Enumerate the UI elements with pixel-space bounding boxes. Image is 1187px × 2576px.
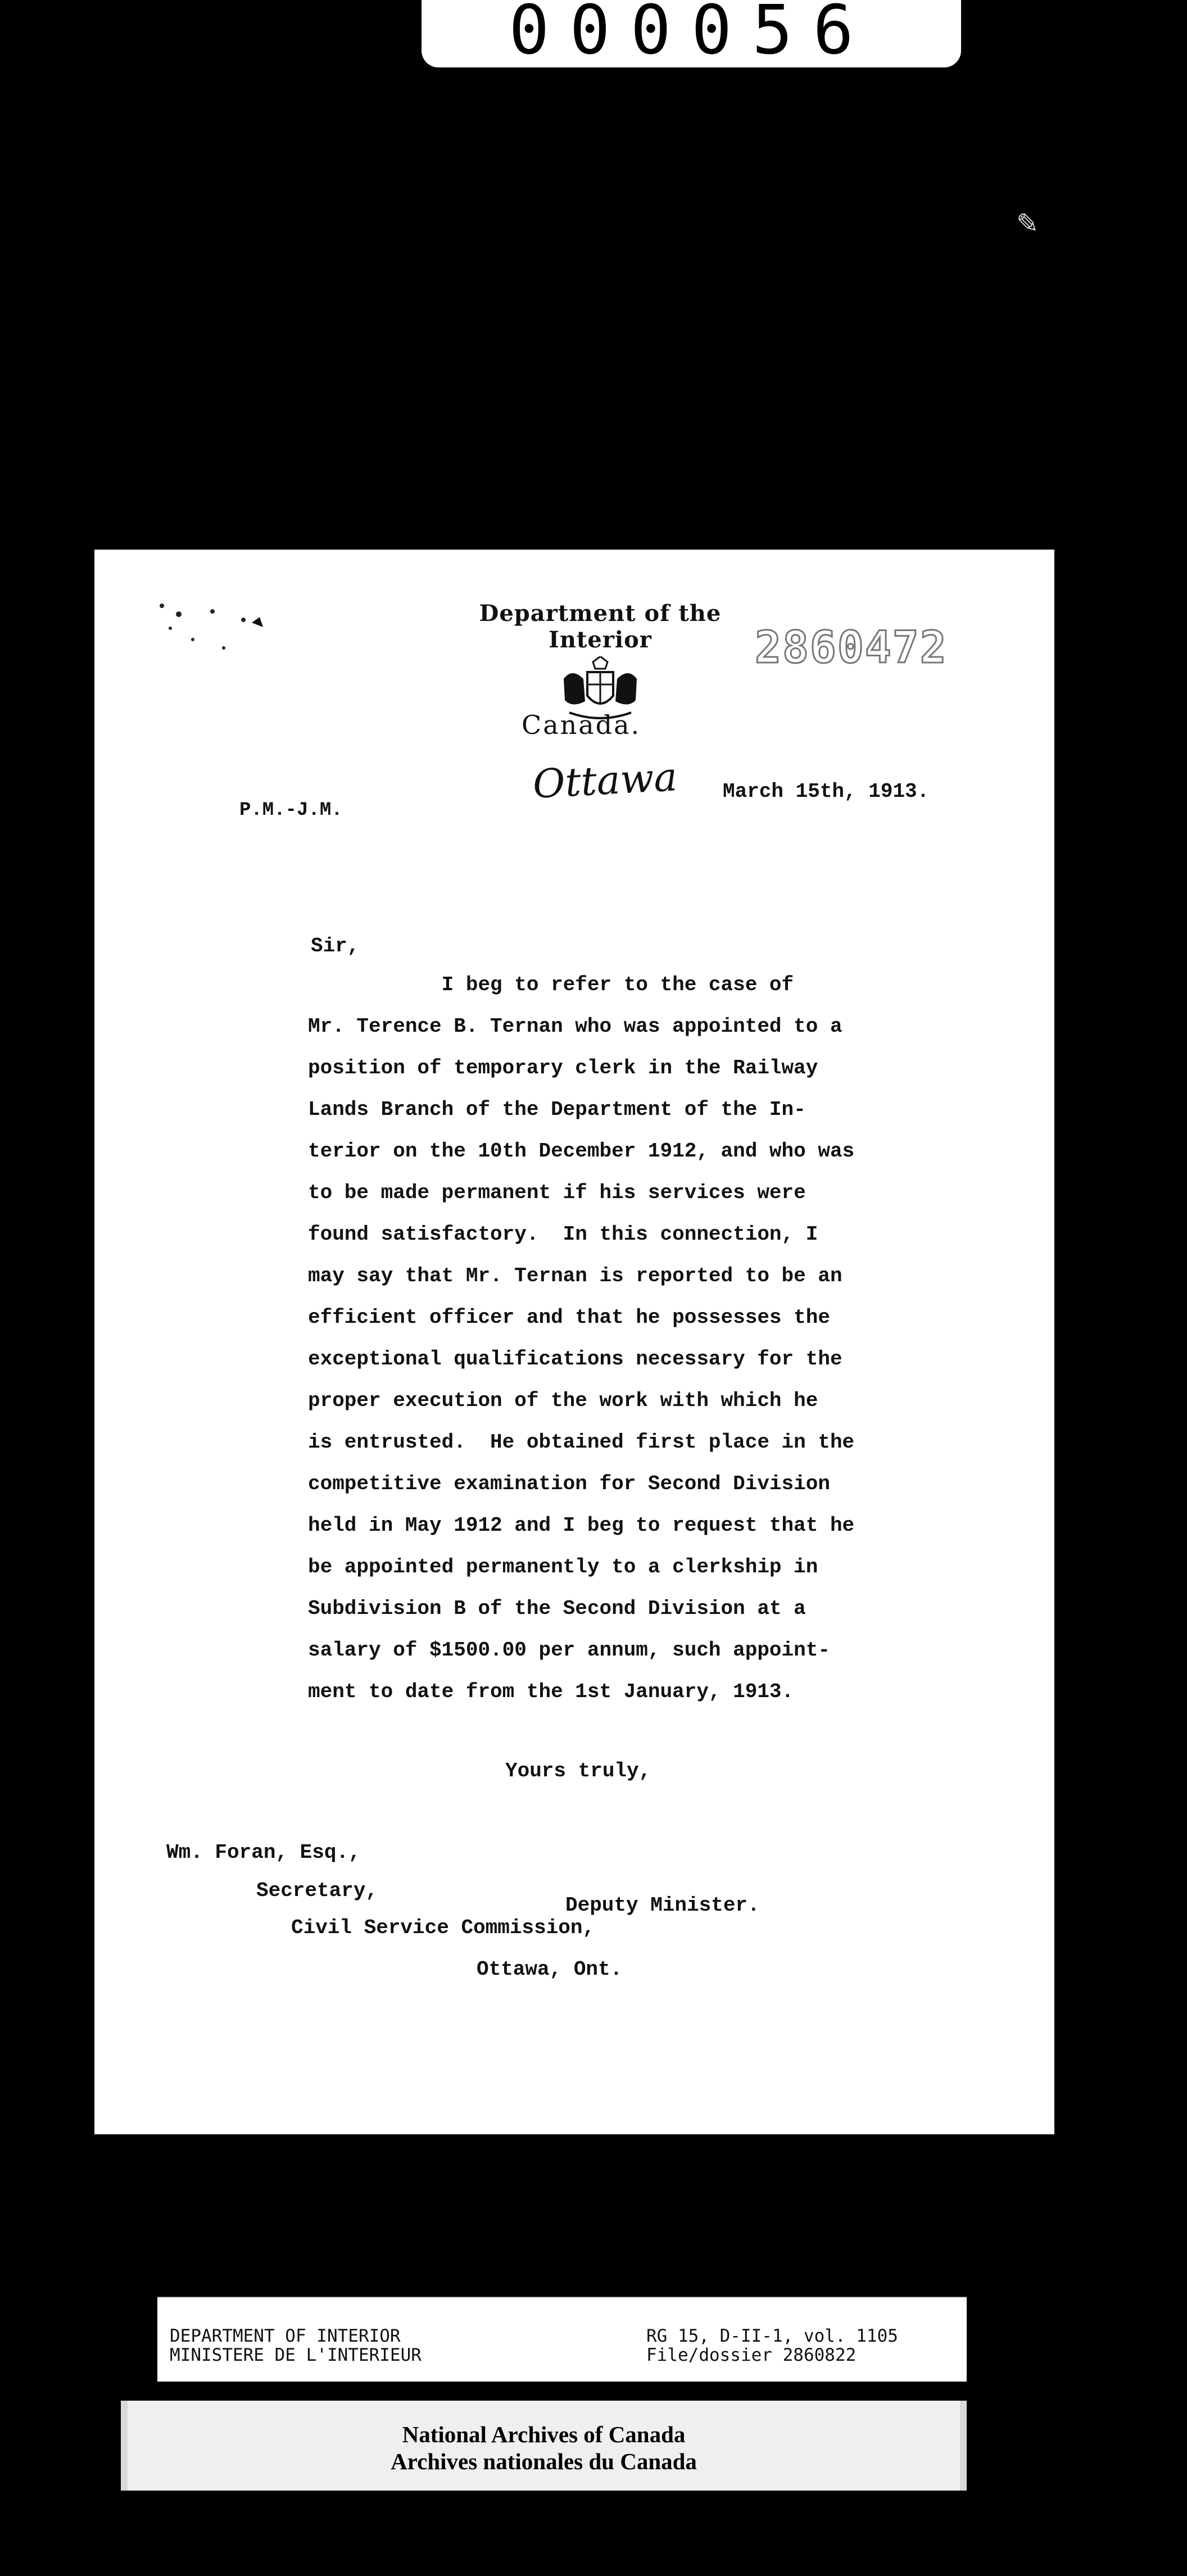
addressee-city: Ottawa, Ont. (477, 1958, 623, 1981)
punch-hole-marks-icon (139, 595, 319, 662)
department-name: Department of the Interior (479, 600, 722, 653)
body-line: is entrusted. He obtained first place in the (308, 1431, 855, 1454)
department-en: DEPARTMENT OF INTERIOR (170, 2326, 401, 2346)
closing: Yours truly, (505, 1759, 651, 1783)
body-line: Mr. Terence B. Ternan who was appointed to a (308, 1015, 842, 1038)
addressee-organization: Civil Service Commission, (291, 1916, 595, 1939)
body-line: may say that Mr. Ternan is reported to be an (308, 1264, 842, 1287)
file-number-stamp: 2860472 (755, 623, 948, 673)
archives-name-en: National Archives of Canada (402, 2421, 686, 2447)
archives-label-strip (121, 2401, 967, 2491)
addressee-name: Wm. Foran, Esq., (166, 1841, 361, 1864)
body-line: found satisfactory. In this connection, I (308, 1223, 818, 1246)
body-line: salary of $1500.00 per annum, such appoint- (308, 1639, 830, 1662)
record-reference (646, 2326, 898, 2365)
body-line: held in May 1912 and I beg to request that he (308, 1514, 855, 1537)
salutation: Sir, (311, 935, 360, 958)
archives-name-fr: Archives nationales du Canada (391, 2448, 697, 2474)
body-line: I beg to refer to the case of (308, 973, 794, 996)
letter-page (94, 550, 1054, 2134)
archives-label (128, 2421, 960, 2475)
body-line: terior on the 10th December 1912, and who was (308, 1140, 855, 1163)
country-name: Canada. (522, 710, 641, 740)
department-label (170, 2326, 422, 2365)
body-line: proper execution of the work with which he (308, 1389, 818, 1412)
body-line: efficient officer and that he possesses the (308, 1306, 830, 1329)
body-line: ment to date from the 1st January, 1913. (308, 1680, 794, 1703)
letter-body (308, 964, 937, 1713)
letter-date: March 15th, 1913. (723, 780, 930, 803)
signatory-title: Deputy Minister. (565, 1894, 760, 1917)
department-fr: MINISTERE DE L'INTERIEUR (170, 2345, 422, 2365)
body-line: position of temporary clerk in the Railway (308, 1056, 818, 1080)
body-line: exceptional qualifications necessary for the (308, 1348, 842, 1371)
addressee-title: Secretary, (256, 1879, 378, 1902)
file-number: File/dossier 2860822 (646, 2345, 857, 2365)
body-line: Lands Branch of the Department of the In- (308, 1098, 806, 1121)
body-line: to be made permanent if his services were (308, 1181, 806, 1204)
archive-reference-strip (157, 2296, 967, 2382)
microfilm-frame-number: 000056 (422, 0, 961, 67)
body-line: be appointed permanently to a clerkship in (308, 1555, 818, 1579)
record-group: RG 15, D-II-1, vol. 1105 (646, 2326, 898, 2346)
body-line: competitive examination for Second Division (308, 1472, 830, 1495)
ottawa-signature: Ottawa (532, 754, 679, 808)
body-line: Subdivision B of the Second Division at a (308, 1597, 806, 1620)
corner-mark-icon: ✎ (1016, 209, 1039, 239)
reference-initials: P.M.-J.M. (239, 800, 343, 821)
